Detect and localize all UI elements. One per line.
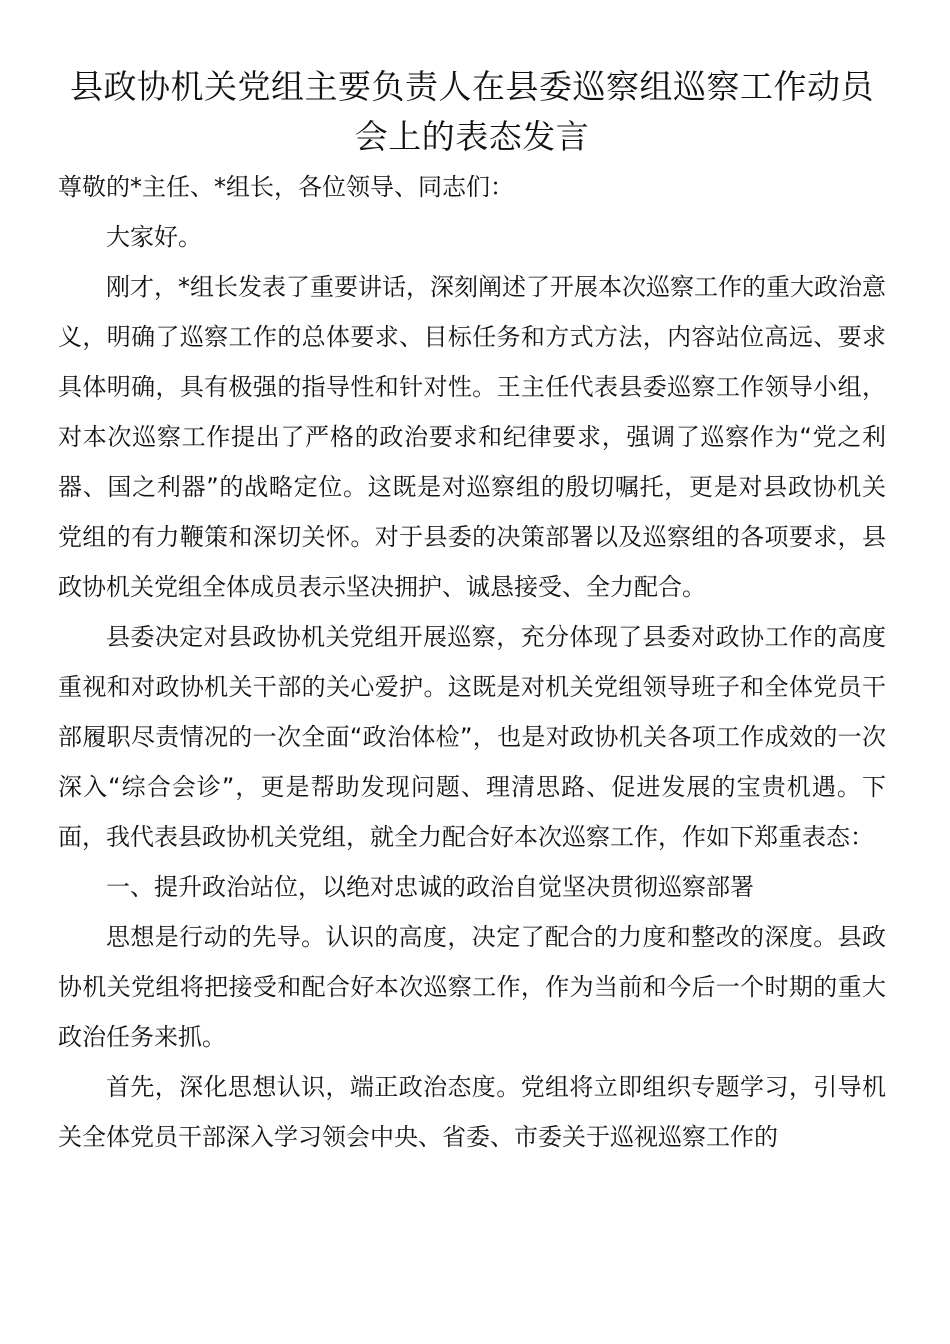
salutation: 尊敬的*主任、*组长，各位领导、同志们： — [58, 173, 514, 201]
paragraph-greeting: 大家好。 — [106, 223, 202, 251]
paragraph-speech-summary: 刚才，*组长发表了重要讲话，深刻阐述了开展本次巡察工作的重大政治意义，明确了巡察工作的总体要求、目标任务和方式方法，内容站位高远、要求具体明确，具有极强的指导性和针对性。王主任代表县委巡察工作领导小组，对本次巡察工作提出了严格的政治要求和纪律要求，强调了巡察作为“党之利器、国之利器”的战略定位。这既是对巡察组的殷切嘱托，更是对县政协机关党组的有力鞭策和深切关怀。对于县委的决策部署以及巡察组的各项要求，县政协机关党组全体成员表示坚决拥护、诚恳接受、全力配合。 — [58, 273, 886, 601]
document-title: 县政协机关党组主要负责人在县委巡察组巡察工作动员会上的表态发言 — [70, 67, 874, 156]
paragraph-thought-guidance: 思想是行动的先导。认识的高度，决定了配合的力度和整改的深度。县政协机关党组将把接受和配合好本次巡察工作，作为当前和今后一个时期的重大政治任务来抓。 — [58, 923, 886, 1051]
section-heading-1: 一、提升政治站位，以绝对忠诚的政治自觉坚决贯彻巡察部署 — [106, 873, 754, 901]
paragraph-inspection-significance: 县委决定对县政协机关党组开展巡察，充分体现了县委对政协工作的高度重视和对政协机关干部的关心爱护。这既是对机关党组领导班子和全体党员干部履职尽责情况的一次全面“政治体检”，也是对政协机关各项工作成效的一次深入“综合会诊”，更是帮助发现问题、理清思路、促进发展的宝贵机遇。下面，我代表县政协机关党组，就全力配合好本次巡察工作，作如下郑重表态： — [58, 623, 886, 851]
paragraph-first-measure: 首先，深化思想认识，端正政治态度。党组将立即组织专题学习，引导机关全体党员干部深入学习领会中央、省委、市委关于巡视巡察工作的 — [58, 1073, 886, 1151]
